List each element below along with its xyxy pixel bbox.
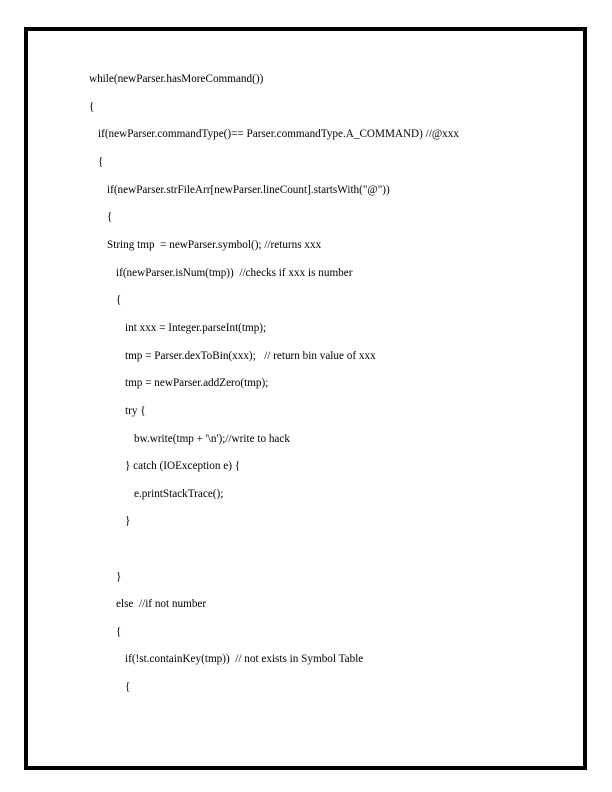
code-line: bw.write(tmp + '\n');//write to hack xyxy=(134,433,290,445)
code-line: int xxx = Integer.parseInt(tmp); xyxy=(125,322,267,334)
code-line: if(!st.containKey(tmp)) // not exists in Symbol Table xyxy=(125,653,364,665)
code-line: tmp = newParser.addZero(tmp); xyxy=(125,377,269,389)
code-line: { xyxy=(116,294,122,306)
code-line: if(newParser.strFileArr[newParser.lineCount].startsWith("@")) xyxy=(107,184,390,196)
code-line: { xyxy=(89,101,95,113)
code-line: else //if not number xyxy=(116,598,207,610)
code-line: if(newParser.commandType()== Parser.commandType.A_COMMAND) //@xxx xyxy=(98,128,459,140)
code-line: } catch (IOException e) { xyxy=(125,460,241,472)
code-line: } xyxy=(116,571,122,583)
code-line: tmp = Parser.dexToBin(xxx); // return bin value of xxx xyxy=(125,350,376,362)
code-line: if(newParser.isNum(tmp)) //checks if xxx is number xyxy=(116,267,353,279)
code-line: { xyxy=(125,681,131,693)
code-line: { xyxy=(116,626,122,638)
code-line: try { xyxy=(125,405,146,417)
code-line: { xyxy=(107,211,113,223)
code-line: String tmp = newParser.symbol(); //returns xxx xyxy=(107,239,322,251)
code-line: } xyxy=(125,515,131,527)
code-line: { xyxy=(98,156,104,168)
code-line: e.printStackTrace(); xyxy=(134,488,224,500)
code-line: while(newParser.hasMoreCommand()) xyxy=(89,73,264,85)
